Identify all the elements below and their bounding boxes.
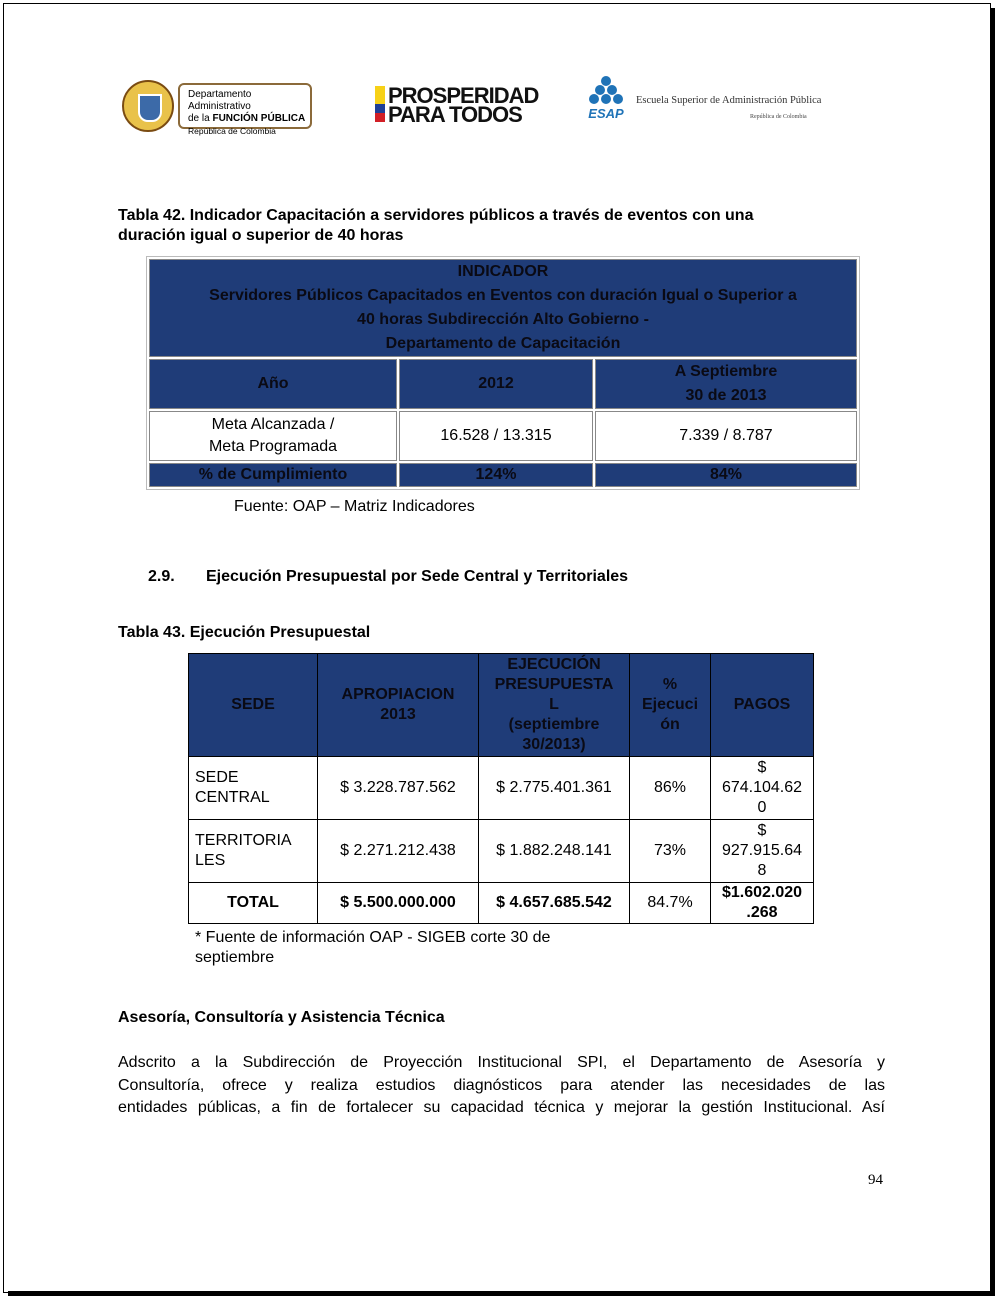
col-header-pagos: PAGOS [711,654,814,757]
table-row-total: TOTAL $ 5.500.000.000 $ 4.657.685.542 84.7% $1.602.020 .268 [189,883,814,924]
section-heading: 2.9. Ejecución Presupuestal por Sede Central y Territoriales [148,568,629,585]
funcion-publica-logo [122,80,312,136]
table42-header: INDICADOR Servidores Públicos Capacitados en Eventos con duración Igual o Superior a 40 horas Subdirección Alto Gobierno - Departamento de Capacitación [149,259,857,357]
table43-caption: Tabla 43. Ejecución Presupuestal [118,624,371,641]
row-meta-2012: 16.528 / 13.315 [399,411,593,461]
table42-source: Fuente: OAP – Matriz Indicadores [234,498,475,515]
prosperidad-logo [375,83,539,127]
row-cumplimiento-2012: 124% [399,463,593,487]
col-header-ejecucion: EJECUCIÓN PRESUPUESTA L (septiembre 30/2013) [479,654,630,757]
esap-dots-icon: ESAP [580,76,632,120]
row-cumplimiento-label: % de Cumplimiento [149,463,397,487]
col-header-apropiacion: APROPIACION 2013 [318,654,479,757]
prosperidad-text: PROSPERIDAD PARA TODOS [388,83,539,127]
colombia-seal-icon [122,80,174,132]
col-header-2013: A Septiembre 30 de 2013 [595,359,857,409]
table-row: SEDE CENTRAL $ 3.228.787.562 $ 2.775.401.361 86% $ 674.104.62 0 [189,757,814,820]
col-header-2012: 2012 [399,359,593,409]
asesoria-heading: Asesoría, Consultoría y Asistencia Técnica [118,1009,445,1026]
col-header-sede: SEDE [189,654,318,757]
asesoria-paragraph: Adscrito a la Subdirección de Proyección Institucional SPI, el Departamento de Asesoría y Consultoría, ofrece y realiza estudios diagnósticos para atender las necesidades de las entidades públicas, a fin de fortalecer su capacidad técnica y mejorar la gestión Institucional. Así [118,1054,885,1116]
table43-note: * Fuente de información OAP - SIGEB corte 30 de septiembre [195,929,551,966]
row-cumplimiento-2013: 84% [595,463,857,487]
row-meta-label: Meta Alcanzada / Meta Programada [149,411,397,461]
page-shadow-bottom [8,1291,995,1296]
esap-subtitle: República de Colombia [750,114,807,120]
col-header-porcentaje: % Ejecuci ón [630,654,711,757]
table43 [188,653,814,924]
col-header-year: Año [149,359,397,409]
esap-logo: ESAP Escuela Superior de Administración Pública [580,76,821,120]
page-number: 94 [868,1172,883,1188]
page-shadow-right [990,8,995,1294]
table42 [146,256,860,490]
row-meta-2013: 7.339 / 8.787 [595,411,857,461]
table-row: TERRITORIA LES $ 2.271.212.438 $ 1.882.248.141 73% $ 927.915.64 8 [189,820,814,883]
colombia-flag-icon [375,86,385,122]
table42-caption: Tabla 42. Indicador Capacitación a servidores públicos a través de eventos con una duración igual o superior de 40 horas [118,207,754,244]
funcion-publica-box: Departamento Administrativo de la FUNCIÓN PÚBLICA República de Colombia [178,83,312,129]
